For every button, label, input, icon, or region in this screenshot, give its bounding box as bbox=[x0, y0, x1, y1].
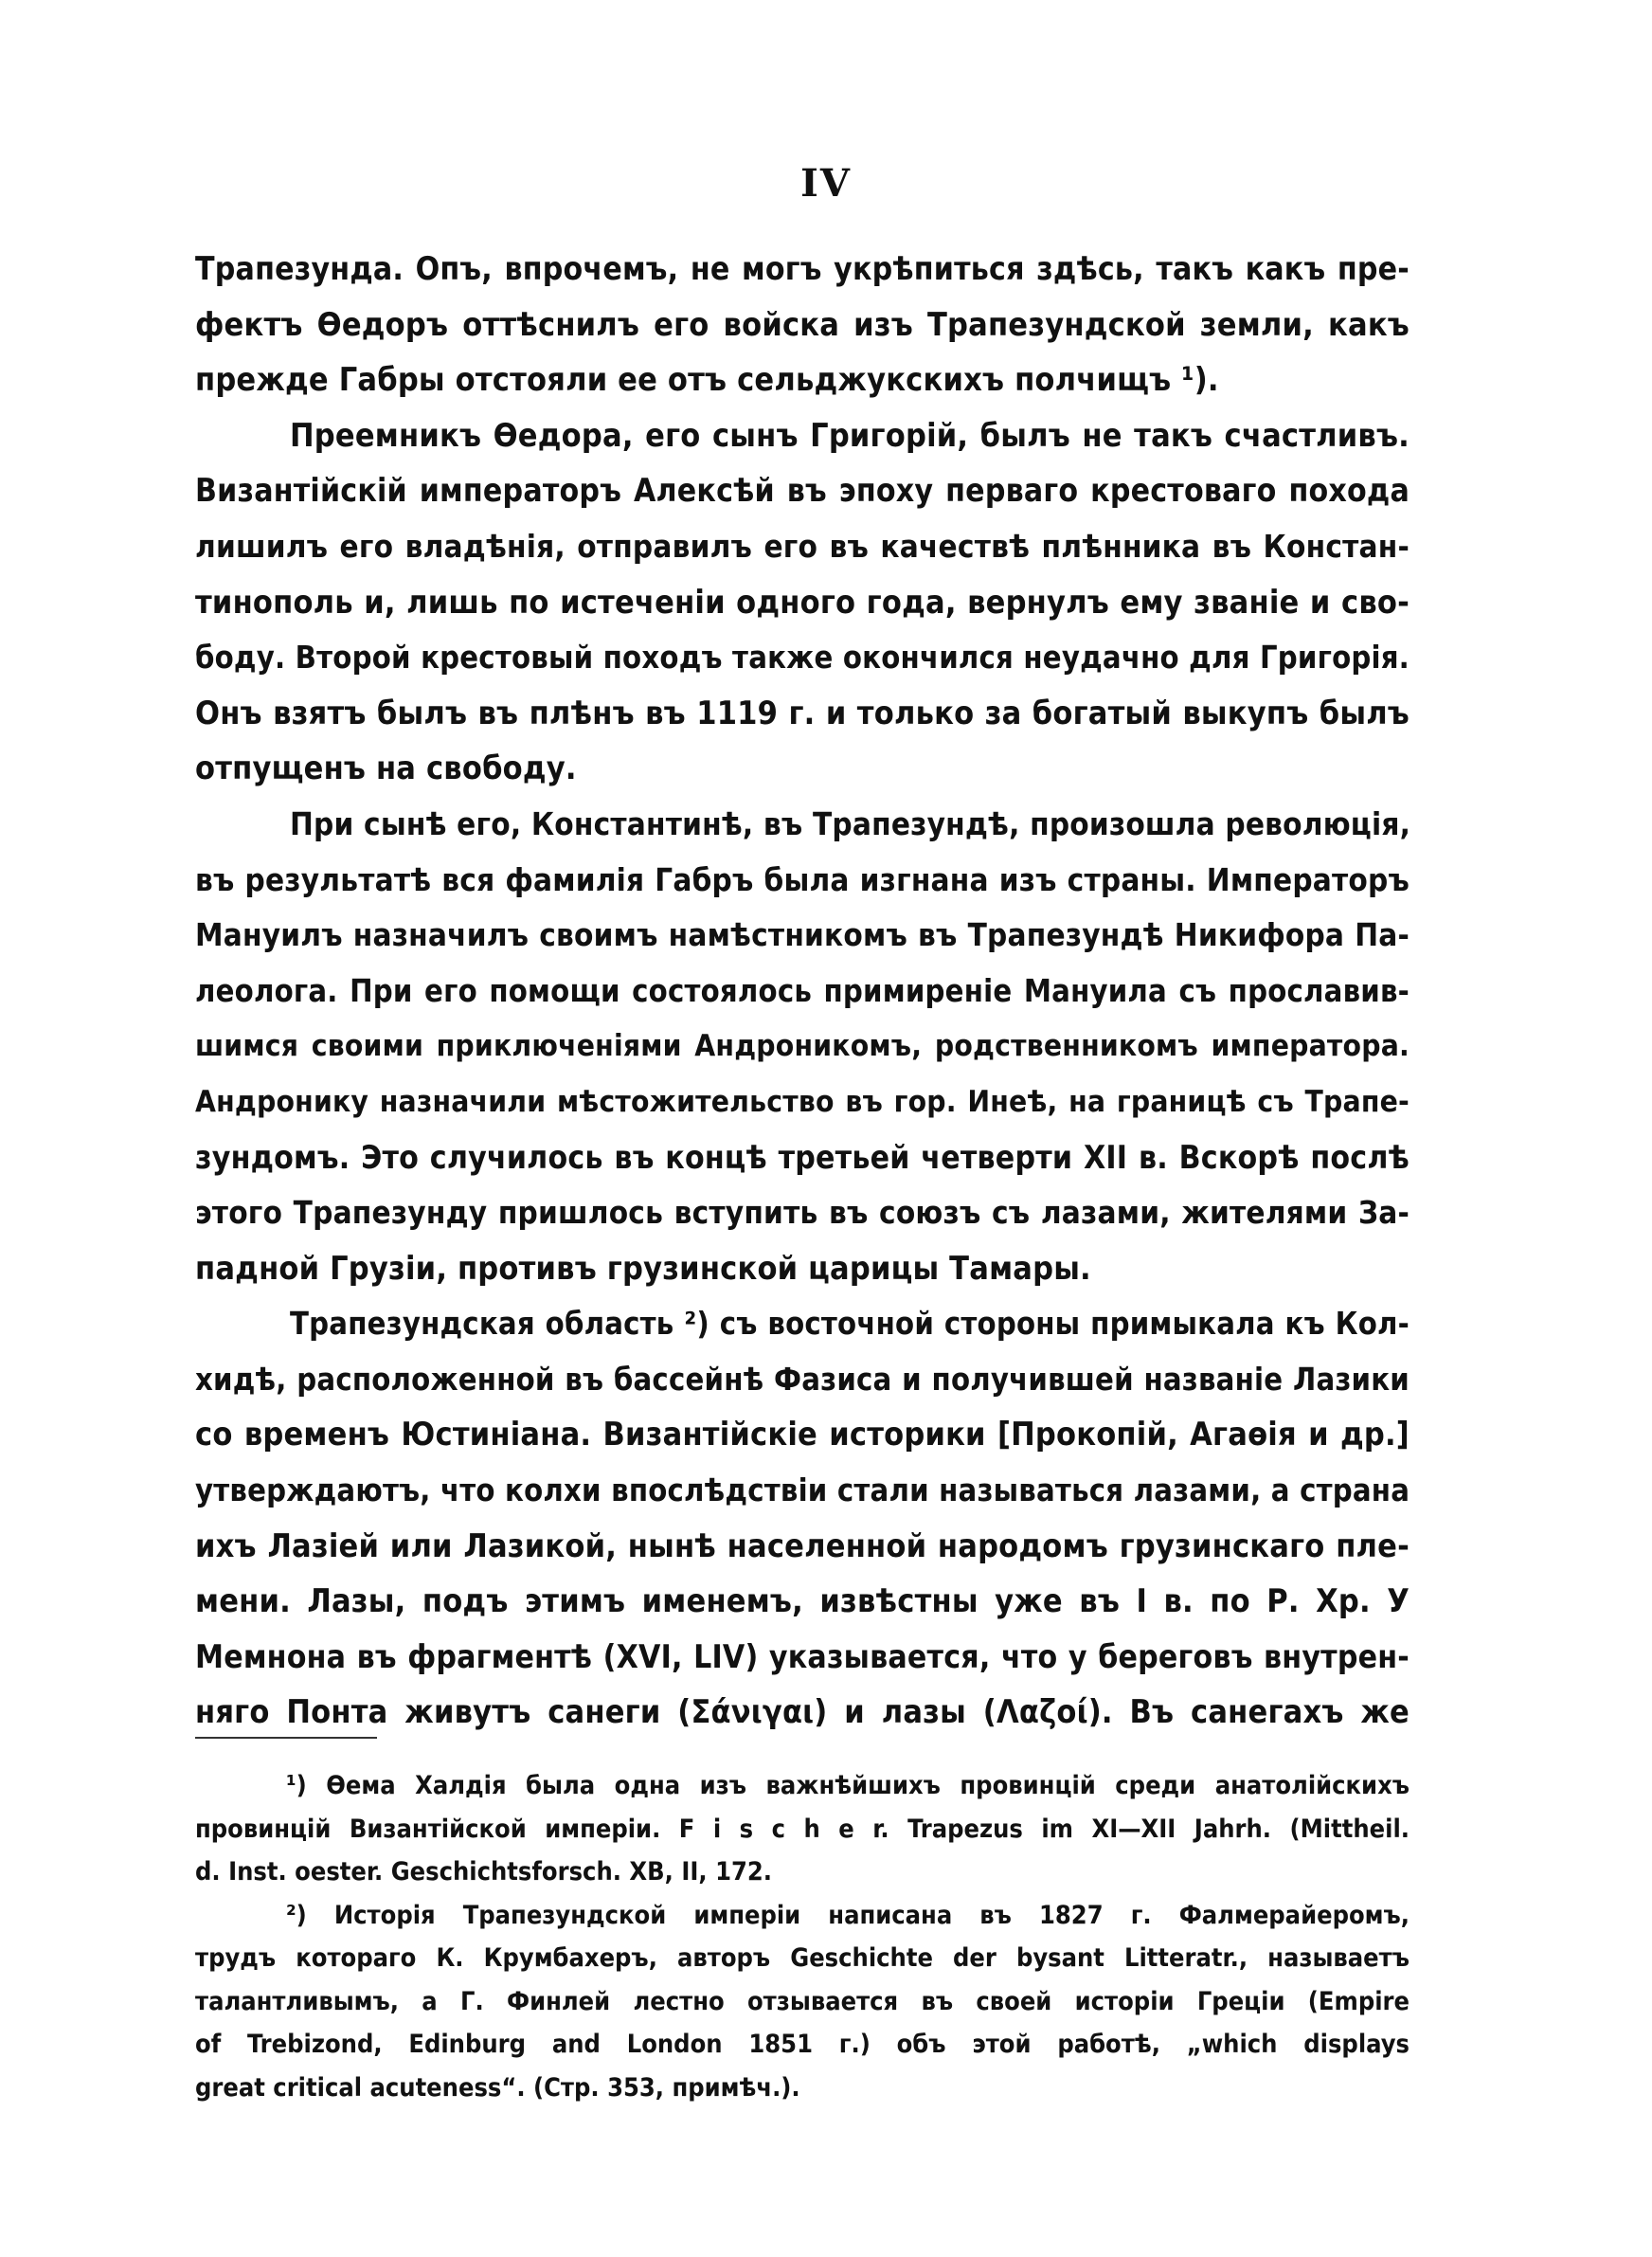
text-line: прежде Габры отстояли ее отъ сельджукскихъ полчищъ ¹). bbox=[195, 361, 1219, 400]
footnote-line: d. Inst. oester. Geschichtsforsch. XB, II, 172. bbox=[195, 1857, 773, 1887]
footnote-line: трудъ котораго К. Крумбахеръ, авторъ Geschichte der bysant Litteratr., называетъ bbox=[195, 1943, 1410, 1973]
text-line: падной Грузіи, противъ грузинской царицы Тамары. bbox=[195, 1249, 1091, 1288]
text-line: тинополь и, лишь по истеченіи одного года, вернулъ ему званіе и сво- bbox=[195, 583, 1410, 622]
text-line: со временъ Юстиніана. Византійскіе историки [Прокопій, Агаѳія и др.] bbox=[195, 1416, 1410, 1454]
text-line: Византійскій императоръ Алексѣй въ эпоху перваго крестоваго похода bbox=[195, 472, 1410, 510]
text-line: леолога. При его помощи состоялось примиреніе Мануила съ прославив- bbox=[195, 972, 1410, 1009]
text-line: утверждаютъ, что колхи впослѣдствіи стали называться лазами, а страна bbox=[195, 1472, 1410, 1509]
text-line: Онъ взятъ былъ въ плѣнъ въ 1119 г. и только за богатый выкупъ былъ bbox=[195, 694, 1410, 732]
page-number: IV bbox=[800, 161, 852, 206]
text-line: этого Трапезунду пришлось вступить въ союзъ съ лазами, жителями За- bbox=[195, 1194, 1410, 1232]
text-line: Преемникъ Ѳедора, его сынъ Григорій, былъ не такъ счастливъ. bbox=[290, 416, 1410, 455]
text-line: въ результатѣ вся фамилія Габръ была изгнана изъ страны. Императоръ bbox=[195, 860, 1410, 898]
text-line: няго Понта живутъ санеги (Σάνιγαι) и лазы (Λαζοί). Въ санегахъ же bbox=[195, 1693, 1410, 1732]
footnote-line: провинцій Византійской имперіи. F i s c h e r. Trapezus im XI—XII Jahrh. (Mittheil. bbox=[195, 1814, 1410, 1844]
text-line: При сынѣ его, Константинѣ, въ Трапезундѣ, произошла революція, bbox=[290, 804, 1411, 842]
text-line: Мемнона въ фрагментѣ (XVI, LIV) указывается, что у береговъ внутрен- bbox=[195, 1637, 1410, 1675]
text-line: боду. Второй крестовый походъ также окончился неудачно для Григорія. bbox=[195, 640, 1410, 677]
text-line: Андронику назначили мѣстожительство въ гор. Инеѣ, на границѣ съ Трапе- bbox=[195, 1084, 1410, 1119]
text-line: ихъ Лазіей или Лазикой, нынѣ населенной народомъ грузинскаго пле- bbox=[195, 1526, 1410, 1565]
text-line: хидѣ, расположенной въ бассейнѣ Фазиса и получившей названіе Лазики bbox=[195, 1361, 1410, 1398]
text-line: лишилъ его владѣнія, отправилъ его въ качествѣ плѣнника въ Констан- bbox=[195, 527, 1410, 565]
text-line: Трапезунда. Опъ, впрочемъ, не могъ укрѣпиться здѣсь, такъ какъ пре- bbox=[195, 250, 1410, 287]
footnote-line: ²) Исторія Трапезундской имперіи написана въ 1827 г. Фалмерайеромъ, bbox=[286, 1900, 1410, 1930]
text-line: зундомъ. Это случилось въ концѣ третьей четверти XII в. Вскорѣ послѣ bbox=[195, 1138, 1410, 1176]
footnote-line: great critical acuteness“. (Стр. 353, примѣч.). bbox=[195, 2072, 800, 2103]
footnotes bbox=[195, 1764, 1410, 2109]
footnote-line: of Trebizond, Edinburg and London 1851 г.) объ этой работѣ, „which displays bbox=[195, 2030, 1410, 2059]
text-line: фектъ Ѳедоръ оттѣснилъ его войска изъ Трапезундской земли, какъ bbox=[195, 305, 1410, 344]
text-line: шимся своими приключеніями Андроникомъ, родственникомъ императора. bbox=[195, 1029, 1410, 1064]
footnote-line: ¹) Ѳема Халдія была одна изъ важнѣйшихъ провинцій среди анатолійскихъ bbox=[286, 1771, 1410, 1800]
footnote-separator bbox=[195, 1737, 377, 1739]
text-line: Трапезундская область ²) съ восточной стороны примыкала къ Кол- bbox=[290, 1306, 1410, 1343]
body-text bbox=[195, 242, 1410, 1741]
footnote-line: талантливымъ, а Г. Финлей лестно отзывается въ своей исторіи Греціи (Empire bbox=[195, 1986, 1410, 2016]
text-line: мени. Лазы, подъ этимъ именемъ, извѣстны уже въ I в. по Р. Хр. У bbox=[195, 1582, 1410, 1621]
text-line: Мануилъ назначилъ своимъ намѣстникомъ въ Трапезундѣ Никифора Па- bbox=[195, 916, 1410, 954]
text-line: отпущенъ на свободу. bbox=[195, 749, 577, 788]
